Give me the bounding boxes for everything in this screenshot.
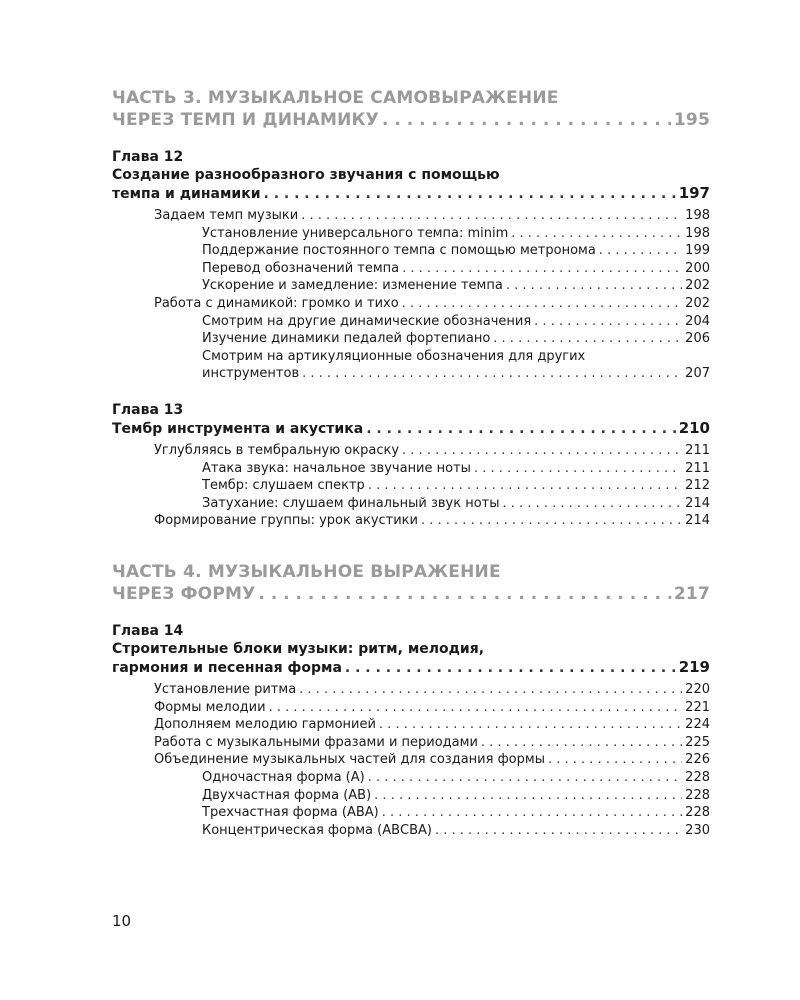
part-4-title-line2 [112,583,710,605]
part-4-title-line2-text: ЧЕРЕЗ ФОРМУ [112,584,256,604]
leader-dots [301,207,682,225]
leader-dots [374,787,682,805]
leader-dots [511,225,682,243]
toc-entry-text: Поддержание постоянного темпа с помощью метронома [202,243,596,259]
leader-dots [493,330,682,348]
leader-dots [368,769,682,787]
toc-entry-page: 224 [685,717,710,733]
toc-entry-text: Дополняем мелодию гармонией [154,717,376,733]
leader-dots [474,460,682,478]
toc-entry-text: Установление универсального темпа: minim [202,225,509,241]
toc-entry-page: 211 [685,460,710,476]
toc-entry-page: 211 [685,443,710,458]
toc-entry-page: 226 [685,752,710,768]
leader-dots [264,185,676,203]
chapter-14-label: Глава 14 [112,623,184,639]
part-3-title-line2-text: ЧЕРЕЗ ТЕМП И ДИНАМИКУ [112,110,379,130]
chapter-14-page: 219 [678,658,710,676]
chapter-13-title-text: Тембр инструмента и акустика [112,421,364,437]
toc-entry [112,699,710,717]
toc-entry-text: Углубляясь в тембральную окраску [154,443,400,458]
leader-dots [402,442,682,460]
leader-dots [421,512,682,530]
chapter-14-title-line2 [112,658,710,677]
chapter-12-title-line2 [112,184,710,203]
toc-entry [112,734,710,752]
toc-entry-text: Смотрим на другие динамические обозначения [202,313,532,329]
toc-entry [112,804,710,822]
toc-entry [112,495,710,513]
chapter-14 [112,622,710,839]
toc-entry [112,787,710,805]
toc-entry [112,207,710,225]
leader-dots [548,751,682,769]
toc-entry [112,260,710,278]
leader-dots [402,295,682,313]
toc-entry-text: Одночастная форма (А) [202,769,365,785]
toc-entry-text: Затухание: слушаем финальный звук ноты [202,495,500,511]
leader-dots [269,699,683,717]
toc-entry-page: 204 [685,313,710,329]
toc-entry-page: 202 [685,295,710,311]
toc-entry-page: 206 [685,331,710,347]
toc-entry-page: 214 [685,513,710,529]
toc-entry [112,716,710,734]
leader-dots [368,477,682,495]
toc-entry-page: 212 [685,478,710,494]
chapter-14-title-line1: Строительные блоки музыки: ритм, мелодия, [112,641,485,657]
toc-entry [112,365,710,383]
chapter-13-entries [112,442,710,530]
leader-dots [382,109,671,131]
chapter-13 [112,401,710,530]
toc-entry-page: 228 [685,787,710,803]
toc-entry-page: 221 [685,699,710,715]
toc-entry [112,512,710,530]
toc-entry [112,751,710,769]
leader-dots [302,365,682,383]
toc-entry-text: Формы мелодии [154,699,266,715]
toc-entry [112,277,710,295]
toc-entry-page: 200 [685,260,710,276]
part-4-page: 217 [673,584,710,604]
toc-entry-page: 225 [685,734,710,750]
chapter-12-title-line1: Создание разнообразного звучания с помощью [112,167,500,183]
toc-page [112,0,710,1000]
toc-entry-page: 199 [685,243,710,259]
chapter-14-entries [112,681,710,839]
chapter-12 [112,148,710,383]
toc-entry-text: Установление ритма [154,682,297,697]
part-3-heading [112,87,710,131]
leader-dots [299,681,682,699]
toc-entry-text: Задаем темп музыки [154,208,299,223]
toc-entry-page: 220 [685,682,710,697]
leader-dots [402,260,682,278]
toc-entry [112,769,710,787]
leader-dots [481,734,682,752]
toc-entry [112,442,710,460]
toc-entry-text: Изучение динамики педалей фортепиано [202,331,491,347]
toc-entry-text: Двухчастная форма (АВ) [202,787,372,803]
toc-entry-page: 228 [685,769,710,785]
toc-entry-text: Формирование группы: урок акустики [154,513,418,529]
toc-entry [112,225,710,243]
toc-entry-text: Работа с динамикой: громко и тихо [154,295,399,311]
toc-entry-page: 202 [685,278,710,294]
part-3-title-line2 [112,109,710,131]
chapter-13-title [112,419,710,438]
leader-dots [435,822,682,840]
toc-entry-text: инструментов [202,366,300,382]
chapter-13-label: Глава 13 [112,402,184,418]
toc-entry [112,330,710,348]
page-number: 10 [112,912,132,930]
toc-entry-wrapped-line: Смотрим на артикуляционные обозначения для других [202,348,586,364]
toc-entry [112,681,710,699]
toc-entry-text: Перевод обозначений темпа [202,260,400,276]
toc-entry-text: Тембр: слушаем спектр [202,478,365,494]
part-3-page: 195 [673,110,710,130]
leader-dots [366,420,676,438]
toc-entry-text: Ускорение и замедление: изменение темпа [202,278,503,294]
part-4-heading [112,561,710,605]
leader-dots [345,659,676,677]
toc-entry-text: Атака звука: начальное звучание ноты [202,460,471,476]
part-4-title-line1: ЧАСТЬ 4. МУЗЫКАЛЬНОЕ ВЫРАЖЕНИЕ [112,562,501,582]
toc-entry-text: Работа с музыкальными фразами и периодами [154,734,478,750]
toc-entry [112,460,710,478]
toc-entry-page: 207 [685,366,710,382]
leader-dots [534,313,682,331]
toc-entry-page: 228 [685,805,710,821]
leader-dots [599,242,682,260]
toc-entry-page: 198 [685,208,710,223]
chapter-13-page: 210 [678,419,710,437]
leader-dots [379,716,682,734]
toc-entry-page: 230 [685,822,710,838]
chapter-12-page: 197 [678,184,710,202]
toc-entry-page: 214 [685,495,710,511]
chapter-12-title-line2-text: темпа и динамики [112,186,261,202]
leader-dots [506,277,682,295]
chapter-12-label: Глава 12 [112,149,184,165]
toc-entry [112,477,710,495]
chapter-14-title-line2-text: гармония и песенная форма [112,660,342,676]
chapter-12-entries [112,207,710,383]
toc-entry [112,822,710,840]
leader-dots [382,804,682,822]
toc-entry-text: Концентрическая форма (АВСВА) [202,822,432,838]
toc-entry-text: Объединение музыкальных частей для создания формы [154,752,545,768]
part-3-title-line1: ЧАСТЬ 3. МУЗЫКАЛЬНОЕ САМОВЫРАЖЕНИЕ [112,88,559,108]
leader-dots [258,583,670,605]
toc-entry-page: 198 [685,225,710,241]
leader-dots [503,495,683,513]
toc-entry [112,295,710,313]
toc-entry-text: Трехчастная форма (АВА) [202,805,379,821]
toc-entry [112,313,710,331]
toc-entry [112,242,710,260]
